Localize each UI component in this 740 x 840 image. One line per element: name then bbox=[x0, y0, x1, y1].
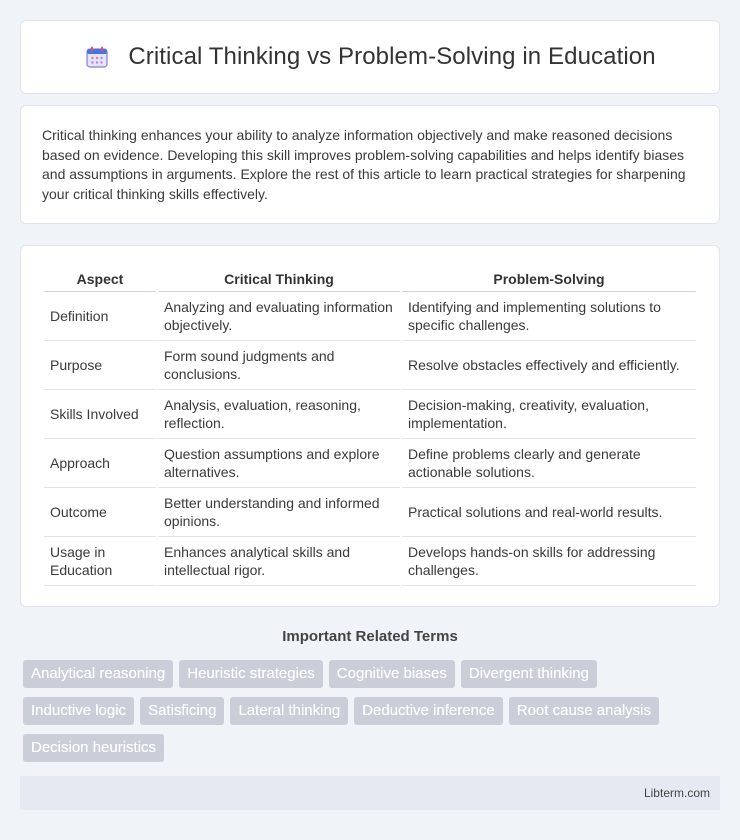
footer-brand-link[interactable]: Libterm.com bbox=[643, 786, 710, 800]
table-cell-aspect: Purpose bbox=[44, 341, 156, 390]
column-header-aspect: Aspect bbox=[44, 266, 156, 292]
table-cell-problem-solving: Resolve obstacles effectively and efficiently. bbox=[402, 341, 696, 390]
table-row bbox=[44, 488, 696, 537]
table-cell-critical-thinking: Better understanding and informed opinions. bbox=[158, 488, 400, 537]
intro-section bbox=[20, 105, 720, 224]
table-cell-problem-solving: Develops hands-on skills for addressing challenges. bbox=[402, 537, 696, 586]
table-cell-critical-thinking: Analyzing and evaluating information objectively. bbox=[158, 292, 400, 341]
related-term-tag[interactable]: Inductive logic bbox=[23, 697, 134, 725]
table-cell-critical-thinking: Question assumptions and explore alternatives. bbox=[158, 439, 400, 488]
table-cell-problem-solving: Practical solutions and real-world results. bbox=[402, 488, 696, 537]
table-row bbox=[44, 292, 696, 341]
table-header-row bbox=[44, 266, 696, 292]
column-header-problem-solving: Problem-Solving bbox=[402, 266, 696, 292]
page-footer bbox=[20, 776, 720, 810]
related-term-tag[interactable]: Cognitive biases bbox=[329, 660, 455, 688]
comparison-table bbox=[42, 266, 698, 586]
related-term-tag[interactable]: Heuristic strategies bbox=[179, 660, 323, 688]
page-header bbox=[20, 20, 720, 94]
table-row bbox=[44, 439, 696, 488]
table-cell-aspect: Definition bbox=[44, 292, 156, 341]
table-cell-aspect: Usage in Education bbox=[44, 537, 156, 586]
table-cell-aspect: Outcome bbox=[44, 488, 156, 537]
related-term-tag[interactable]: Lateral thinking bbox=[230, 697, 348, 725]
column-header-critical-thinking: Critical Thinking bbox=[158, 266, 400, 292]
related-term-tag[interactable]: Decision heuristics bbox=[23, 734, 164, 762]
comparison-table-card bbox=[20, 245, 720, 607]
related-terms-list bbox=[20, 660, 710, 762]
table-row bbox=[44, 537, 696, 586]
table-cell-problem-solving: Identifying and implementing solutions to specific challenges. bbox=[402, 292, 696, 341]
related-term-tag[interactable]: Analytical reasoning bbox=[23, 660, 173, 688]
related-terms-title: Important Related Terms bbox=[282, 628, 458, 645]
table-cell-problem-solving: Define problems clearly and generate actionable solutions. bbox=[402, 439, 696, 488]
table-row bbox=[44, 341, 696, 390]
table-cell-critical-thinking: Form sound judgments and conclusions. bbox=[158, 341, 400, 390]
related-term-tag[interactable]: Root cause analysis bbox=[509, 697, 659, 725]
table-cell-problem-solving: Decision-making, creativity, evaluation, implementation. bbox=[402, 390, 696, 439]
table-row bbox=[44, 390, 696, 439]
table-cell-critical-thinking: Analysis, evaluation, reasoning, reflection. bbox=[158, 390, 400, 439]
related-term-tag[interactable]: Divergent thinking bbox=[461, 660, 597, 688]
table-cell-critical-thinking: Enhances analytical skills and intellectual rigor. bbox=[158, 537, 400, 586]
table-cell-aspect: Approach bbox=[44, 439, 156, 488]
page-title: Critical Thinking vs Problem-Solving in Education bbox=[128, 43, 656, 70]
related-term-tag[interactable]: Deductive inference bbox=[354, 697, 503, 725]
intro-text: Critical thinking enhances your ability to analyze information objectively and make reasoned decisions based on evidence. Developing this skill improves problem-solving capabilities and helps identify biases and assumptions in arguments. Explore the rest of this article to learn practical strategies for sharpening your critical thinking skills effectively. bbox=[42, 127, 686, 202]
calendar-icon bbox=[84, 44, 110, 70]
related-term-tag[interactable]: Satisficing bbox=[140, 697, 224, 725]
table-cell-aspect: Skills Involved bbox=[44, 390, 156, 439]
